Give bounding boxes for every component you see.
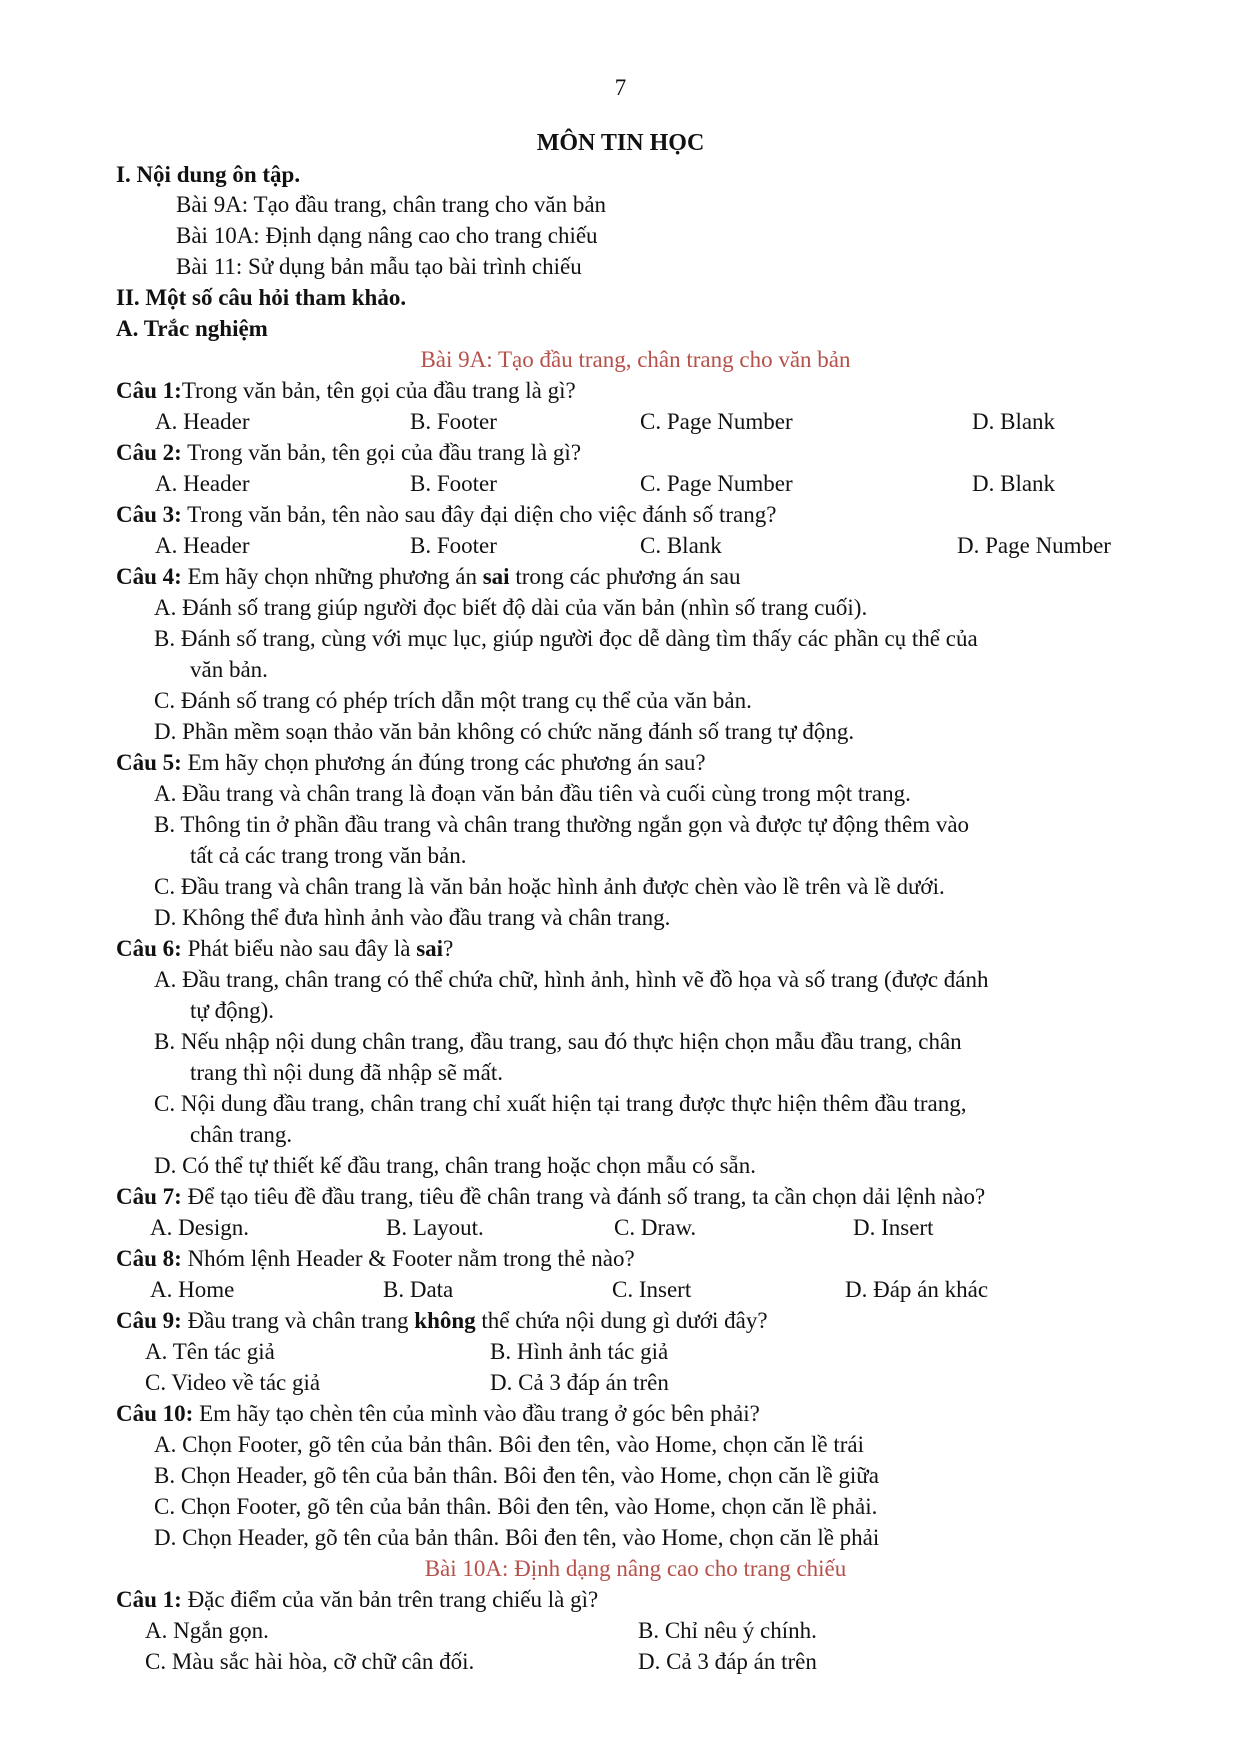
question-label: Câu 7: [116,1184,182,1209]
question-text: Em hãy chọn những phương án [181,564,483,589]
option-b: B. Footer [410,409,497,434]
option-b: B. Footer [410,533,497,558]
topic-item: Bài 9A: Tạo đầu trang, chân trang cho văn bản [176,192,607,217]
question-10a-1 [116,1585,598,1615]
option-c: C. Đánh số trang có phép trích dẫn một trang cụ thể của văn bản. [154,688,752,713]
option-a: A. Home [150,1277,235,1302]
option-d: D. Insert [853,1215,934,1240]
question-10 [116,1399,760,1429]
option-c: C. Đầu trang và chân trang là văn bản hoặc hình ảnh được chèn vào lề trên và lề dưới. [154,874,945,899]
page-title: MÔN TIN HỌC [536,130,705,156]
question-label: Câu 9: [116,1308,182,1333]
question-text: Đầu trang và chân trang [181,1308,415,1333]
option-c: C. Page Number [640,409,793,434]
emphasis-word: sai [482,564,510,589]
option-b: B. Hình ảnh tác giả [490,1339,669,1364]
topic-item: Bài 10A: Định dạng nâng cao cho trang chiếu [176,223,598,248]
question-text: Đặc điểm của văn bản trên trang chiếu là gì? [181,1587,599,1612]
option-c: C. Blank [640,533,722,558]
option-d: D. Cả 3 đáp án trên [490,1370,669,1395]
option-b-continued: trang thì nội dung đã nhập sẽ mất. [190,1060,503,1085]
option-a: A. Đánh số trang giúp người đọc biết độ dài của văn bản (nhìn số trang cuối). [154,595,868,620]
question-5 [116,748,706,778]
lesson-heading-9a: Bài 9A: Tạo đầu trang, chân trang cho văn bản [420,347,851,372]
option-a: A. Ngắn gọn. [145,1618,269,1643]
question-text: Để tạo tiêu đề đầu trang, tiêu đề chân trang và đánh số trang, ta cần chọn dải lệnh nào? [181,1184,986,1209]
option-b-continued: văn bản. [190,657,268,682]
option-b: B. Footer [410,471,497,496]
option-d: D. Blank [972,471,1056,496]
question-text: thể chứa nội dung gì dưới đây? [475,1308,768,1333]
question-label: Câu 2: [116,440,182,465]
lesson-heading-10a: Bài 10A: Định dạng nâng cao cho trang chiếu [424,1556,847,1581]
option-a: A. Đầu trang và chân trang là đoạn văn bản đầu tiên và cuối cùng trong một trang. [154,781,911,806]
option-a: A. Chọn Footer, gõ tên của bản thân. Bôi đen tên, vào Home, chọn căn lề trái [154,1432,864,1457]
option-a: A. Header [155,409,250,434]
option-c: C. Insert [612,1277,692,1302]
question-3 [116,500,776,530]
question-text: Trong văn bản, tên nào sau đây đại diện cho việc đánh số trang? [181,502,777,527]
question-6 [116,934,453,964]
option-c: C. Page Number [640,471,793,496]
option-a: A. Header [155,533,250,558]
option-d: D. Đáp án khác [845,1277,989,1302]
question-text: Em hãy chọn phương án đúng trong các phương án sau? [181,750,706,775]
question-1 [116,376,576,406]
option-b: B. Layout. [386,1215,484,1240]
option-b: B. Chọn Header, gõ tên của bản thân. Bôi đen tên, vào Home, chọn căn lề giữa [154,1463,879,1488]
option-c-continued: chân trang. [190,1122,293,1147]
question-text: Phát biểu nào sau đây là [181,936,417,961]
option-c: C. Màu sắc hài hòa, cỡ chữ cân đối. [145,1649,475,1674]
question-label: Câu 1: [116,378,182,403]
page-number: 7 [614,75,627,100]
option-d: D. Blank [972,409,1056,434]
question-label: Câu 1: [116,1587,182,1612]
question-4 [116,562,741,592]
question-text: Em hãy tạo chèn tên của mình vào đầu trang ở góc bên phải? [193,1401,760,1426]
option-c: C. Draw. [614,1215,697,1240]
question-8 [116,1244,635,1274]
question-text: Trong văn bản, tên gọi của đầu trang là gì? [181,440,582,465]
option-d: D. Có thể tự thiết kế đầu trang, chân trang hoặc chọn mẫu có sẵn. [154,1153,756,1178]
option-a: A. Header [155,471,250,496]
option-b: B. Nếu nhập nội dung chân trang, đầu trang, sau đó thực hiện chọn mẫu đầu trang, chân [154,1029,962,1054]
option-b: B. Data [383,1277,454,1302]
question-text: Trong văn bản, tên gọi của đầu trang là gì? [181,378,576,403]
question-label: Câu 4: [116,564,182,589]
option-d: D. Phần mềm soạn thảo văn bản không có chức năng đánh số trang tự động. [154,719,855,744]
option-d: D. Không thể đưa hình ảnh vào đầu trang và chân trang. [154,905,671,930]
question-7 [116,1182,985,1212]
option-b: B. Chỉ nêu ý chính. [638,1618,817,1643]
question-label: Câu 10: [116,1401,194,1426]
option-c: C. Video về tác giả [145,1370,321,1395]
question-9 [116,1306,768,1336]
option-d: D. Cả 3 đáp án trên [638,1649,817,1674]
option-d: D. Chọn Header, gõ tên của bản thân. Bôi đen tên, vào Home, chọn căn lề phải [154,1525,880,1550]
question-2 [116,438,581,468]
question-text: Nhóm lệnh Header & Footer nằm trong thẻ nào? [181,1246,635,1271]
emphasis-word: không [414,1308,476,1333]
section-heading-questions: II. Một số câu hỏi tham khảo. [116,285,407,310]
option-a: A. Design. [150,1215,250,1240]
option-c: C. Nội dung đầu trang, chân trang chỉ xuất hiện tại trang được thực hiện thêm đầu trang, [154,1091,967,1116]
topic-item: Bài 11: Sử dụng bản mẫu tạo bài trình chiếu [176,254,582,279]
option-a-continued: tự động). [190,998,275,1023]
option-b-continued: tất cả các trang trong văn bản. [190,843,467,868]
option-a: A. Tên tác giả [145,1339,275,1364]
question-label: Câu 5: [116,750,182,775]
option-b: B. Đánh số trang, cùng với mục lục, giúp người đọc dễ dàng tìm thấy các phần cụ thể của [154,626,978,651]
option-b: B. Thông tin ở phần đầu trang và chân trang thường ngắn gọn và được tự động thêm vào [154,812,970,837]
emphasis-word: sai [416,936,444,961]
option-c: C. Chọn Footer, gõ tên của bản thân. Bôi đen tên, vào Home, chọn căn lề phải. [154,1494,878,1519]
option-d: D. Page Number [957,533,1111,558]
question-label: Câu 8: [116,1246,182,1271]
option-a: A. Đầu trang, chân trang có thể chứa chữ, hình ảnh, hình vẽ đồ họa và số trang (được đánh [154,967,989,992]
question-text: trong các phương án sau [509,564,741,589]
question-text: ? [443,936,454,961]
question-label: Câu 3: [116,502,182,527]
question-label: Câu 6: [116,936,182,961]
section-heading-content: I. Nội dung ôn tập. [116,162,301,187]
section-heading-multiple-choice: A. Trắc nghiệm [116,316,268,341]
